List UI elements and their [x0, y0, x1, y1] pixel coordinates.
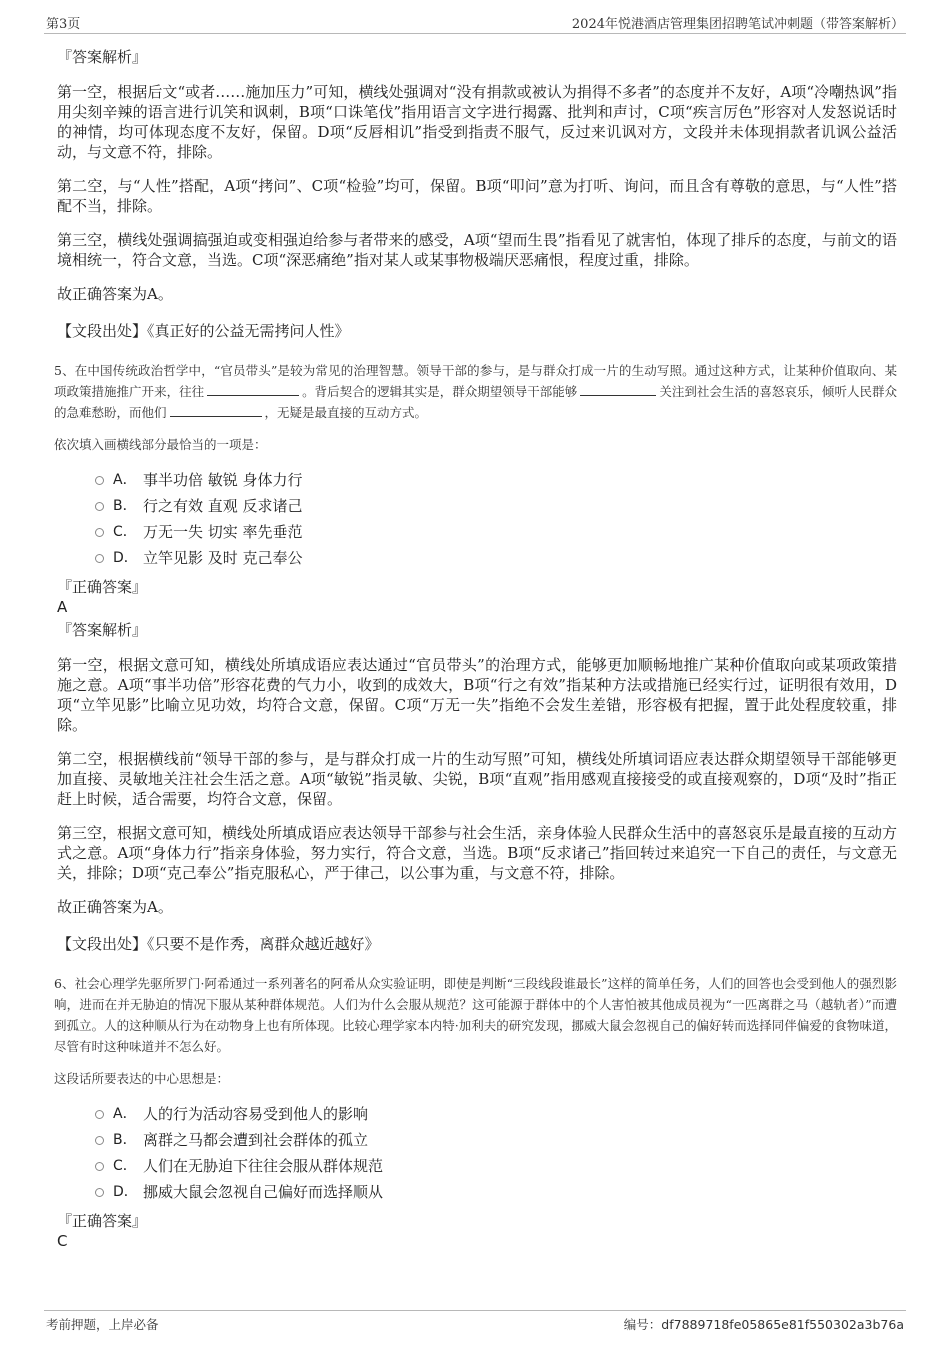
document-title: 2024年悦港酒店管理集团招聘笔试冲刺题（带答案解析） — [571, 17, 904, 32]
page-header — [44, 11, 906, 34]
q5-prompt: 依次填入画横线部分最恰当的一项是： — [54, 437, 267, 452]
page-footer — [44, 1310, 906, 1335]
q5-analysis-para-2: 第二空，根据横线前“领导干部的参与，是与群众打成一片的生动写照”可知，横线处所填词语应表达群众期望领导干部能够更加直接、灵敏地关注社会生活之意。A项“敏锐”指灵敏、尖锐，B项“直观”指用感观直接接受的或直接观察的，D项“及时”指正赶上时候，适合需要，均符合文意，保留。 — [57, 750, 897, 808]
radio-icon[interactable] — [95, 476, 104, 485]
q5-blank-3 — [170, 403, 262, 417]
q4-analysis-para-2: 第二空，与“人性”搭配，A项“拷问”、C项“检验”均可，保留。B项“叩问”意为打听、询问，而且含有尊敬的意思，与“人性”搭配不当，排除。 — [57, 177, 897, 215]
q5-stem: 5、在中国传统政治哲学中，“官员带头”是较为常见的治理智慧。领导干部的参与，是与群众打成一片的生动写照。通过这种方式，让某种价值取向、某项政策措施推广开来，往往 。背后契合的逻辑其实是，群众期望领导干部能够 关注到社会生活的喜怒哀乐，倾听人民群众的急难愁盼，而他们 ，无疑是最直接的互动方式。 — [54, 363, 897, 420]
q4-source: 【文段出处】《真正好的公益无需拷问人性》 — [57, 322, 350, 340]
radio-icon[interactable] — [95, 502, 104, 511]
q5-blank-2 — [580, 382, 656, 396]
radio-icon[interactable] — [95, 1162, 104, 1171]
q5-blank-1 — [207, 382, 299, 396]
q4-analysis-para-1: 第一空，根据后文“或者……施加压力”可知，横线处强调对“没有捐款或被认为捐得不多者”的态度并不友好，A项“冷嘲热讽”指用尖刻辛辣的语言进行讥笑和讽刺，B项“口诛笔伐”指用语言文字进行揭露、批判和声讨，C项“疾言厉色”形容对人发怒说话时的神情，均可体现态度不友好，保留。D项“反唇相讥”指受到指责不服气，反过来讥讽对方，文段并未体现捐款者讥讽公益活动，与文意不符，排除。 — [57, 83, 897, 161]
q5-option-d[interactable]: D． 立竿见影 及时 克己奉公 — [95, 545, 897, 571]
q5-answer: A — [57, 598, 68, 616]
q6-options — [57, 1101, 897, 1205]
radio-icon[interactable] — [95, 1110, 104, 1119]
page-number: 第3页 — [46, 17, 81, 32]
q6-stem: 6、社会心理学先驱所罗门·阿希通过一系列著名的阿希从众实验证明，即使是判断“三段线段谁最长”这样的简单任务，人们的回答也会受到他人的强烈影响，进而在并无胁迫的情况下服从某种群体规范。人们为什么会服从规范？这可能源于群体中的个人害怕被其他成员视为“一匹离群之马（越轨者）”而遭到孤立。人的这种顺从行为在动物身上也有所体现。比较心理学家本内特·加利夫的研究发现，挪威大鼠会忽视自己的偏好转而选择同伴偏爱的食物味道，尽管有时这种味道并不怎么好。 — [54, 976, 897, 1054]
q6-prompt: 这段话所要表达的中心思想是： — [54, 1071, 230, 1086]
q5-option-c[interactable]: C． 万无一失 切实 率先垂范 — [95, 519, 897, 545]
q6-option-c[interactable]: C． 人们在无胁迫下往往会服从群体规范 — [95, 1153, 897, 1179]
q5-conclusion: 故正确答案为A。 — [57, 898, 173, 916]
page-content — [54, 46, 898, 1251]
q5-option-b[interactable]: B． 行之有效 直观 反求诸己 — [95, 493, 897, 519]
radio-icon[interactable] — [95, 528, 104, 537]
q4-analysis-para-3: 第三空，横线处强调搞强迫或变相强迫给参与者带来的感受，A项“望而生畏”指看见了就害怕，体现了排斥的态度，与前文的语境相统一，符合文意，当选。C项“深恶痛绝”指对某人或某事物极端厌恶痛恨，程度过重，排除。 — [57, 231, 897, 269]
radio-icon[interactable] — [95, 554, 104, 563]
footer-slogan: 考前押题，上岸必备 — [46, 1317, 159, 1332]
q6-option-d[interactable]: D． 挪威大鼠会忽视自己偏好而选择顺从 — [95, 1179, 897, 1205]
q5-answer-label: 『正确答案』 — [57, 578, 148, 596]
q4-conclusion: 故正确答案为A。 — [57, 285, 173, 303]
q6-option-a[interactable]: A． 人的行为活动容易受到他人的影响 — [95, 1101, 897, 1127]
q6-option-b[interactable]: B． 离群之马都会遭到社会群体的孤立 — [95, 1127, 897, 1153]
radio-icon[interactable] — [95, 1188, 104, 1197]
q5-option-a[interactable]: A． 事半功倍 敏锐 身体力行 — [95, 467, 897, 493]
q6-answer-label: 『正确答案』 — [57, 1212, 148, 1230]
q5-analysis-label: 『答案解析』 — [57, 621, 148, 639]
radio-icon[interactable] — [95, 1136, 104, 1145]
q4-analysis-label: 『答案解析』 — [57, 48, 148, 66]
q5-source: 【文段出处】《只要不是作秀，离群众越近越好》 — [57, 935, 380, 953]
q6-answer: C — [57, 1232, 68, 1250]
q5-analysis-para-1: 第一空，根据文意可知，横线处所填成语应表达通过“官员带头”的治理方式，能够更加顺畅地推广某种价值取向或某项政策措施之意。A项“事半功倍”形容花费的气力小，收到的成效大，B项“行之有效”指某种方法或措施已经实行过，证明很有效用，D项“立竿见影”比喻立见功效，均符合文意，保留。C项“万无一失”指绝不会发生差错，形容极有把握，置于此处程度较重，排除。 — [57, 656, 897, 734]
q5-options — [57, 467, 897, 571]
footer-code: 编号：df7889718fe05865e81f550302a3b76a — [623, 1317, 904, 1332]
q5-analysis-para-3: 第三空，根据文意可知，横线处所填成语应表达领导干部参与社会生活，亲身体验人民群众生活中的喜怒哀乐是最直接的互动方式之意。A项“身体力行”指亲身体验，努力实行，符合文意，当选。B项“反求诸己”指回转过来追究一下自己的责任，与文意无关，排除；D项“克己奉公”指克服私心，严于律己，以公事为重，与文意不符，排除。 — [57, 824, 898, 882]
